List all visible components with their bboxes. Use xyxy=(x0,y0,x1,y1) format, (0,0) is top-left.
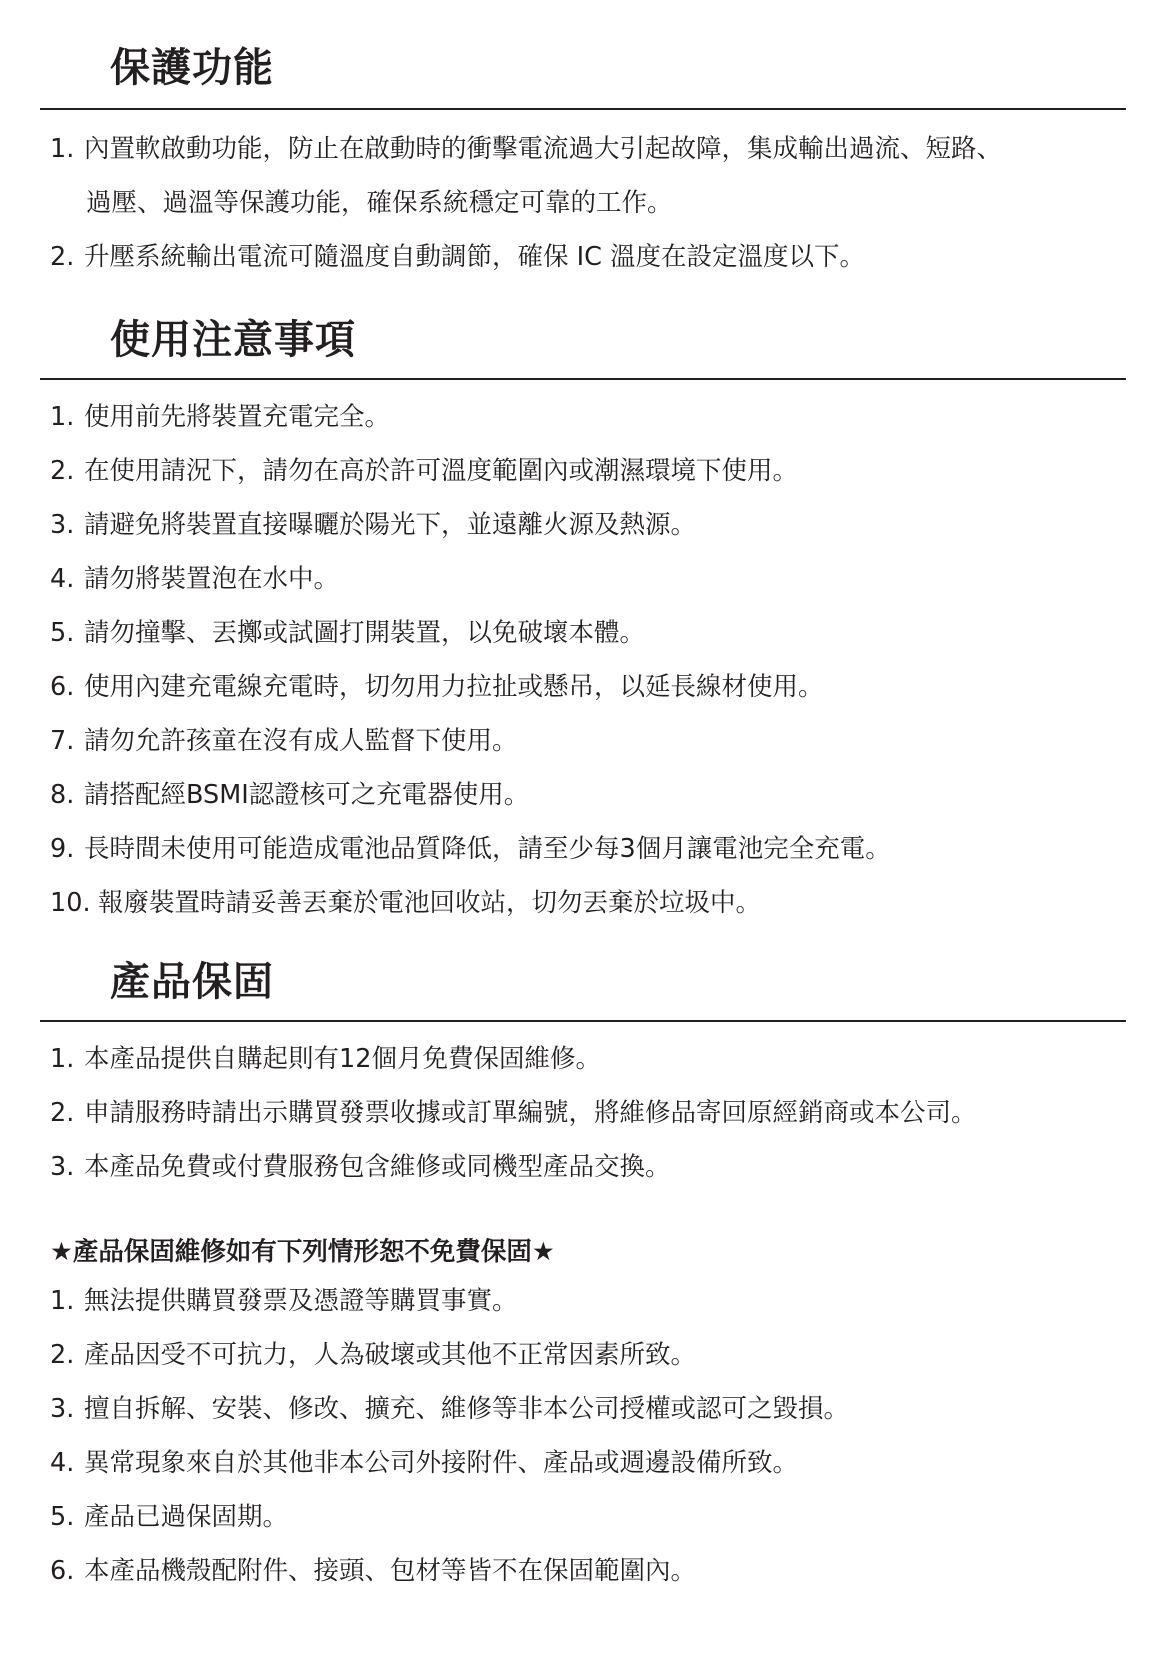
item-text: 請勿允許孩童在沒有成人監督下使用。 xyxy=(84,726,518,756)
item-number: 2. xyxy=(50,1098,75,1128)
item-number: 10. xyxy=(50,888,91,918)
item-text: 本產品機殼配附件、接頭、包材等皆不在保固範圍內。 xyxy=(84,1556,697,1586)
list-item xyxy=(50,660,1140,714)
item-text: 使用前先將裝置充電完全。 xyxy=(84,402,391,432)
warranty-list xyxy=(50,1032,1140,1194)
list-item xyxy=(50,498,1140,552)
item-number: 1. xyxy=(50,134,75,164)
item-text: 在使用請況下，請勿在高於許可溫度範圍內或潮濕環境下使用。 xyxy=(84,456,799,486)
item-number: 6. xyxy=(50,672,75,702)
item-number: 1. xyxy=(50,402,75,432)
item-text: 使用內建充電線充電時，切勿用力拉扯或懸吊，以延長線材使用。 xyxy=(84,672,824,702)
list-item xyxy=(50,230,1140,284)
item-text: 本產品提供自購起則有12個月免費保固維修。 xyxy=(84,1044,601,1074)
list-item xyxy=(50,1436,1140,1490)
item-number: 1. xyxy=(50,1286,75,1316)
item-number: 3. xyxy=(50,1152,75,1182)
item-text: 申請服務時請出示購買發票收據或訂單編號，將維修品寄回原經銷商或本公司。 xyxy=(84,1098,977,1128)
item-number: 2. xyxy=(50,1340,75,1370)
item-text-continued: 過壓、過溫等保護功能，確保系統穩定可靠的工作。 xyxy=(86,188,673,218)
list-item xyxy=(50,606,1140,660)
section-title-warranty: 產品保固 xyxy=(110,959,274,1005)
list-item xyxy=(50,122,1140,230)
item-number: 2. xyxy=(50,456,75,486)
item-text: 無法提供購買發票及憑證等購買事實。 xyxy=(84,1286,518,1316)
item-number: 4. xyxy=(50,1448,75,1478)
section-divider xyxy=(40,1020,1126,1022)
item-number: 6. xyxy=(50,1556,75,1586)
list-item xyxy=(50,1274,1140,1328)
item-number: 2. xyxy=(50,242,75,272)
section-divider xyxy=(40,378,1126,380)
item-text: 擅自拆解、安裝、修改、擴充、維修等非本公司授權或認可之毀損。 xyxy=(84,1394,850,1424)
list-item xyxy=(50,822,1140,876)
item-text: 請避免將裝置直接曝曬於陽光下，並遠離火源及熱源。 xyxy=(84,510,697,540)
list-item xyxy=(50,1328,1140,1382)
list-item xyxy=(50,1544,1140,1598)
list-item xyxy=(50,1140,1140,1194)
item-number: 9. xyxy=(50,834,75,864)
section-title-protection: 保護功能 xyxy=(110,45,274,91)
section-title-usage-notes: 使用注意事項 xyxy=(110,317,356,363)
list-item xyxy=(50,714,1140,768)
list-item xyxy=(50,1086,1140,1140)
item-text: 產品已過保固期。 xyxy=(84,1502,289,1532)
list-item xyxy=(50,390,1140,444)
item-text: 產品因受不可抗力，人為破壞或其他不正常因素所致。 xyxy=(84,1340,697,1370)
item-number: 7. xyxy=(50,726,75,756)
list-item xyxy=(50,768,1140,822)
item-number: 4. xyxy=(50,564,75,594)
section-divider xyxy=(40,108,1126,110)
exclusions-heading: ★產品保固維修如有下列情形恕不免費保固★ xyxy=(50,1237,555,1267)
list-item xyxy=(50,552,1140,606)
item-text: 本產品免費或付費服務包含維修或同機型產品交換。 xyxy=(84,1152,671,1182)
item-text: 請搭配經BSMI認證核可之充電器使用。 xyxy=(84,780,530,810)
item-number: 8. xyxy=(50,780,75,810)
list-item xyxy=(50,1032,1140,1086)
protection-list xyxy=(50,122,1140,284)
item-number: 5. xyxy=(50,618,75,648)
item-number: 5. xyxy=(50,1502,75,1532)
item-number: 3. xyxy=(50,510,75,540)
item-text: 請勿將裝置泡在水中。 xyxy=(84,564,340,594)
item-text: 報廢裝置時請妥善丟棄於電池回收站，切勿丟棄於垃圾中。 xyxy=(98,888,762,918)
item-text: 異常現象來自於其他非本公司外接附件、產品或週邊設備所致。 xyxy=(84,1448,799,1478)
list-item xyxy=(50,876,1140,930)
list-item xyxy=(50,1490,1140,1544)
item-text: 升壓系統輸出電流可隨溫度自動調節，確保 IC 溫度在設定溫度以下。 xyxy=(84,242,866,272)
item-text: 請勿撞擊、丟擲或試圖打開裝置，以免破壞本體。 xyxy=(84,618,646,648)
item-number: 1. xyxy=(50,1044,75,1074)
item-number: 3. xyxy=(50,1394,75,1424)
item-text: 長時間未使用可能造成電池品質降低，請至少每3個月讓電池完全充電。 xyxy=(84,834,891,864)
exclusions-list xyxy=(50,1274,1140,1598)
list-item xyxy=(50,444,1140,498)
item-text: 內置軟啟動功能，防止在啟動時的衝擊電流過大引起故障，集成輸出過流、短路、 xyxy=(84,134,1003,164)
list-item xyxy=(50,1382,1140,1436)
usage-notes-list xyxy=(50,390,1140,930)
